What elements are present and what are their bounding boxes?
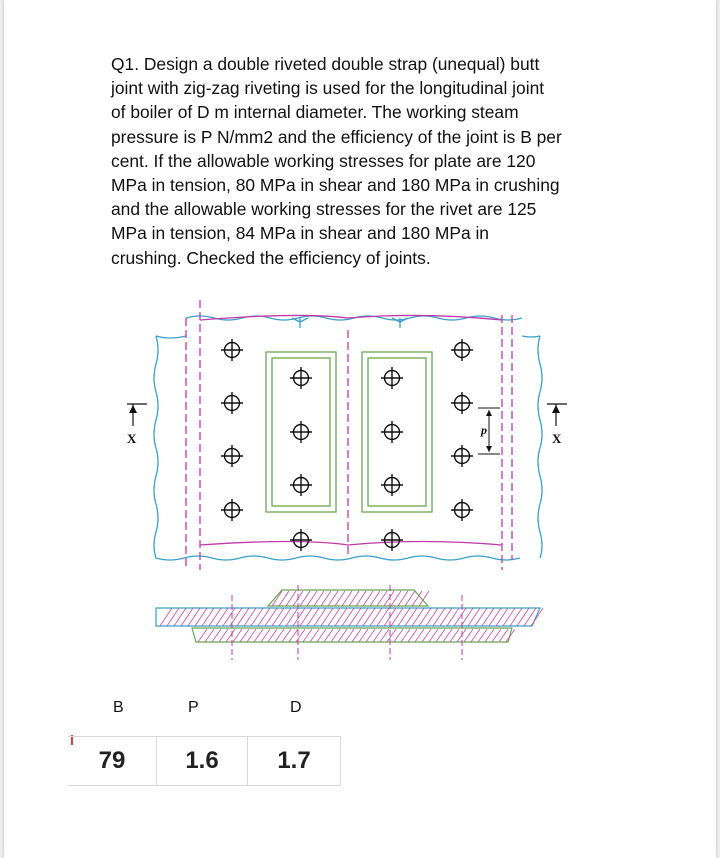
rivet-symbol xyxy=(290,474,312,496)
rivet-symbol xyxy=(451,392,473,414)
column-header-p: P xyxy=(188,699,199,716)
cross-section-top-strap xyxy=(268,590,428,606)
value-d[interactable]: 1.7 xyxy=(248,737,341,786)
rivet-symbol xyxy=(290,421,312,443)
rivet-symbol xyxy=(381,529,403,551)
rivet-symbol xyxy=(451,445,473,467)
rivet-symbol xyxy=(221,445,243,467)
question-line: cent. If the allowable working stresses for plate are 120 xyxy=(111,150,536,171)
table-row xyxy=(68,737,341,786)
rivet-symbol xyxy=(381,474,403,496)
rivet-symbol xyxy=(221,499,243,521)
question-line: crushing. Checked the efficiency of joints. xyxy=(111,247,431,268)
cross-section-bottom-strap xyxy=(192,628,512,642)
value-b[interactable]: 79 xyxy=(68,737,157,786)
rivet-symbol xyxy=(290,367,312,389)
question-line: joint with zig-zag riveting is used for the longitudinal joint xyxy=(111,78,545,99)
rivet-symbol xyxy=(290,529,312,551)
section-label-left: X xyxy=(127,431,137,446)
column-header-d: D xyxy=(290,699,302,716)
question-line: and the allowable working stresses for the rivet are 125 xyxy=(111,199,537,220)
rivet-symbol xyxy=(221,392,243,414)
question-line: Q1. Design a double riveted double strap (unequal) butt xyxy=(111,54,540,74)
question-line: MPa in tension, 84 MPa in shear and 180 MPa in xyxy=(111,223,489,244)
pitch-label: p xyxy=(481,423,487,437)
question-line: of boiler of D m internal diameter. The working steam xyxy=(111,102,519,123)
rivet-symbol xyxy=(451,499,473,521)
section-label-right: X xyxy=(552,431,562,446)
value-p[interactable]: 1.6 xyxy=(157,737,248,786)
column-header-b: B xyxy=(113,699,124,716)
question-line: pressure is P N/mm2 and the efficiency of the joint is B per xyxy=(111,126,562,147)
values-table xyxy=(68,736,341,786)
pitch-lines xyxy=(186,300,512,570)
question-line: MPa in tension, 80 MPa in shear and 180 MPa in crushing xyxy=(111,175,560,196)
rivet-symbol xyxy=(381,367,403,389)
rivet-symbol xyxy=(451,339,473,361)
rivet-symbol xyxy=(221,339,243,361)
rivet-symbol xyxy=(381,421,403,443)
